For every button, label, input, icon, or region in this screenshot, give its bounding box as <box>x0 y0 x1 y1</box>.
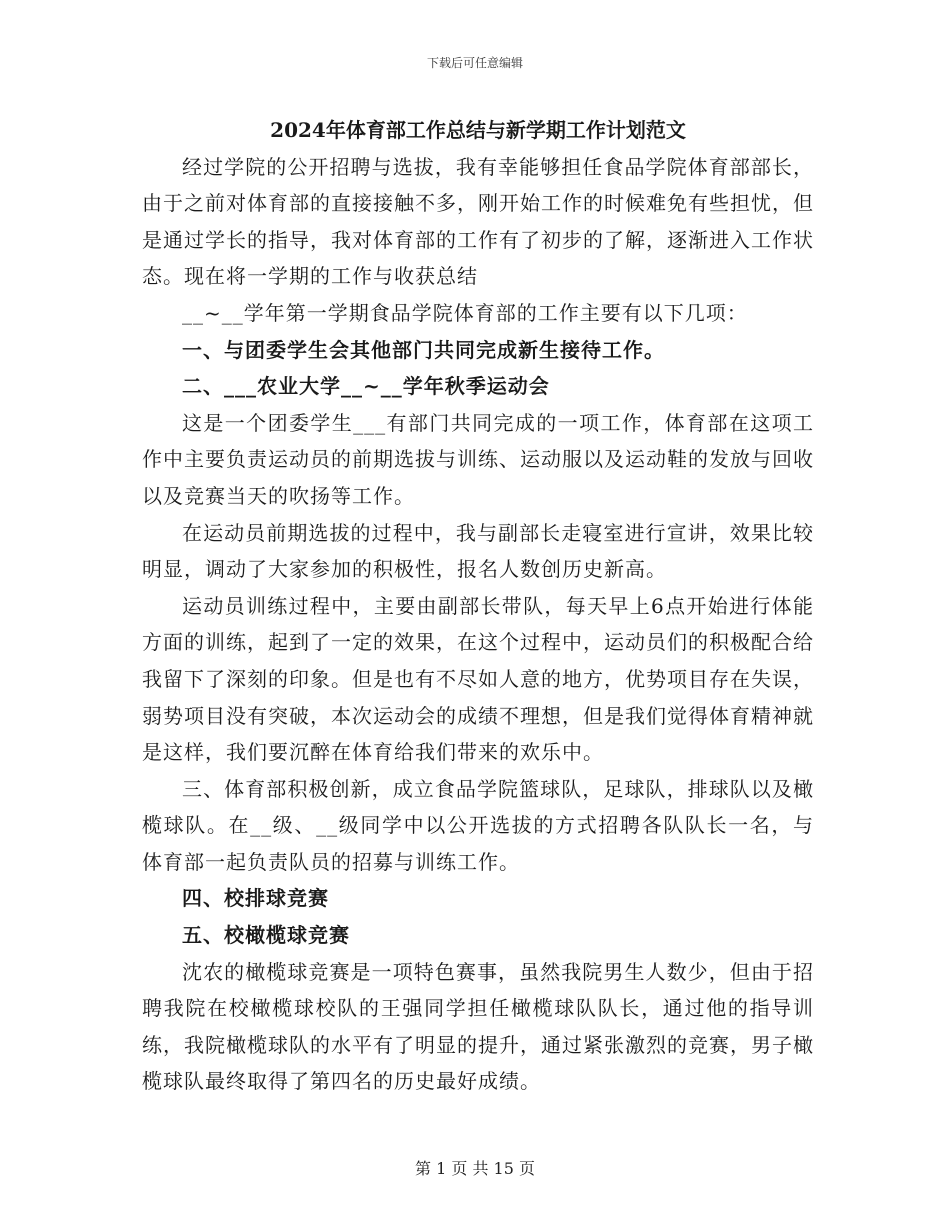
page-number: 第 1 页 共 15 页 <box>415 1159 535 1178</box>
section-heading-2: 二、___农业大学__~__学年秋季运动会 <box>182 374 550 399</box>
document-title: 2024年体育部工作总结与新学期工作计划范文 <box>270 118 686 142</box>
section-heading-1: 一、与团委学生会其他部门共同完成新生接待工作。 <box>182 337 665 362</box>
section-heading-5: 五、校橄榄球竞赛 <box>182 923 350 948</box>
paragraph-overview: __~__学年第一学期食品学院体育部的工作主要有以下几项： <box>182 300 748 325</box>
document-body <box>142 112 814 1100</box>
paragraph-intro: 经过学院的公开招聘与选拔，我有幸能够担任食品学院体育部部长，由于之前对体育部的直接接触不多，刚开始工作的时候难免有些担忧，但是通过学长的指导，我对体育部的工作有了初步的了解，逐渐进入工作状态。现在将一学期的工作与收获总结 <box>142 154 814 289</box>
paragraph-selection: 在运动员前期选拔的过程中，我与副部长走寝室进行宣讲，效果比较明显，调动了大家参加的积极性，报名人数创历史新高。 <box>142 520 814 582</box>
page-header-note: 下载后可任意编辑 <box>426 56 523 70</box>
paragraph-training: 运动员训练过程中，主要由副部长带队，每天早上6点开始进行体能方面的训练，起到了一定的效果，在这个过程中，运动员们的积极配合给我留下了深刻的印象。但是也有不尽如人意的地方，优势项目存在失误，弱势项目没有突破，本次运动会的成绩不理想，但是我们觉得体育精神就是这样，我们要沉醉在体育给我们带来的欢乐中。 <box>142 593 814 765</box>
paragraph-sports-meet: 这是一个团委学生___有部门共同完成的一项工作，体育部在这项工作中主要负责运动员的前期选拔与训练、运动服以及运动鞋的发放与回收以及竞赛当天的吹扬等工作。 <box>142 410 814 508</box>
paragraph-teams: 三、体育部积极创新，成立食品学院篮球队，足球队，排球队以及橄榄球队。在__级、__级同学中以公开选拔的方式招聘各队队长一名，与体育部一起负责队员的招募与训练工作。 <box>142 776 814 874</box>
paragraph-rugby: 沈农的橄榄球竞赛是一项特色赛事，虽然我院男生人数少，但由于招聘我院在校橄榄球校队的王强同学担任橄榄球队队长，通过他的指导训练，我院橄榄球队的水平有了明显的提升，通过紧张激烈的竞赛，男子橄榄球队最终取得了第四名的历史最好成绩。 <box>142 959 814 1094</box>
section-heading-4: 四、校排球竞赛 <box>182 886 329 911</box>
